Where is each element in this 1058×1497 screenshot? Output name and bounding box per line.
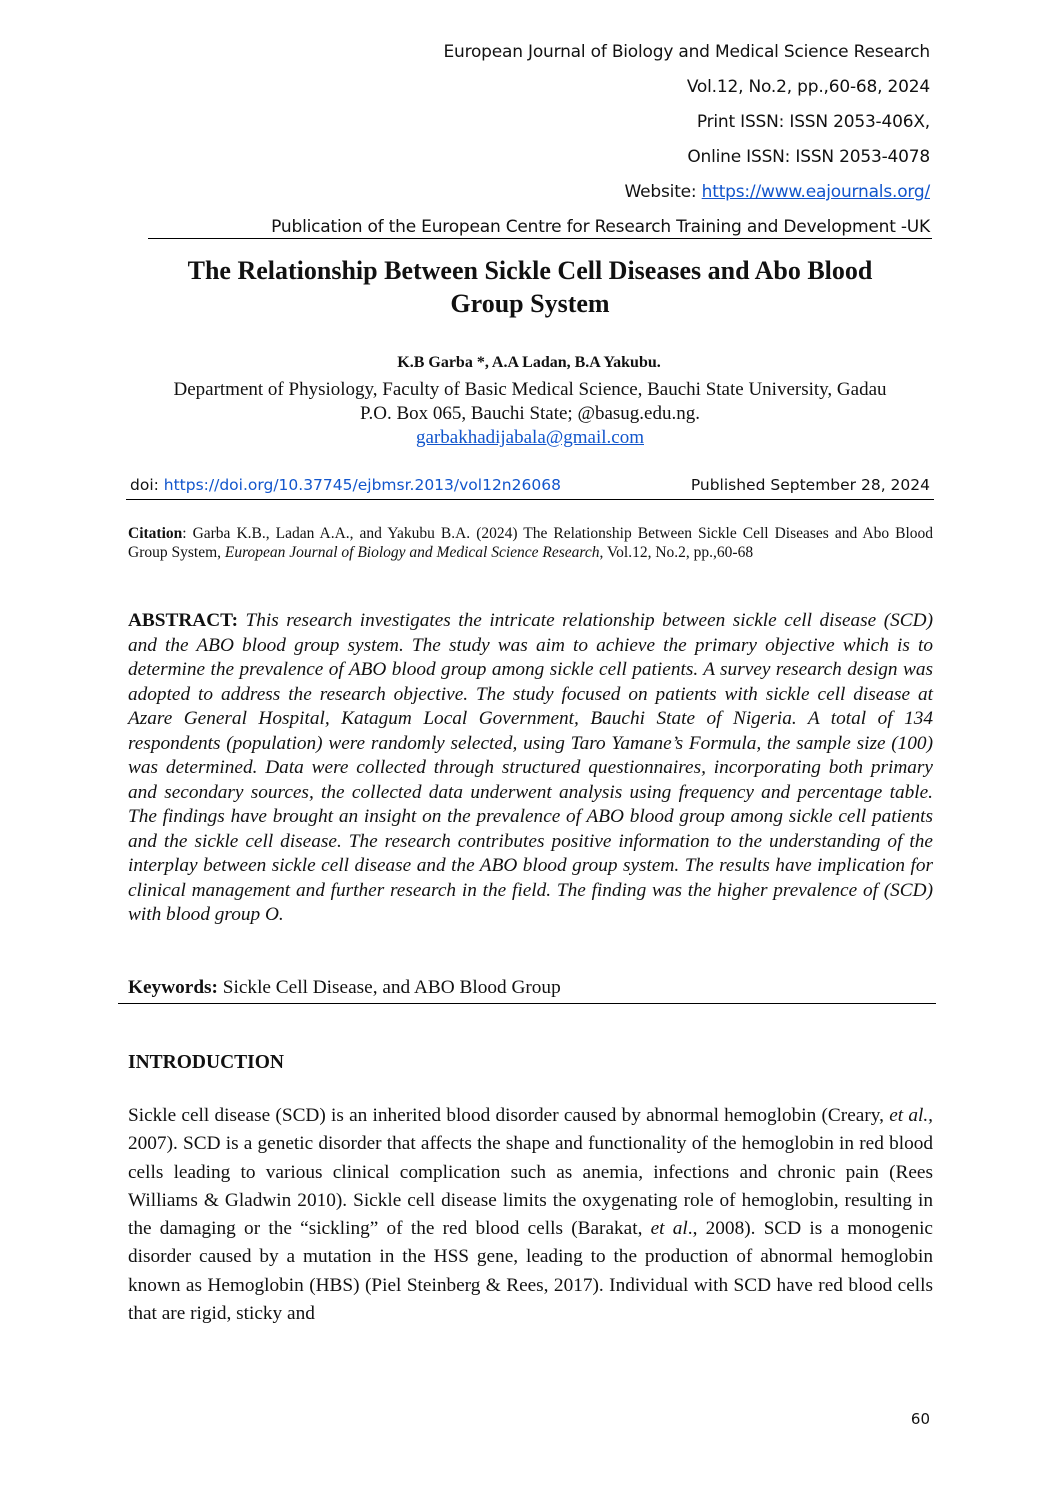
citation-text-a: : Garba K.B., Ladan A.A., and Yakubu B.A. (2024) The Relationship Between Sickle Cell Diseases and Abo Blood Group System,	[128, 525, 933, 561]
publisher-line: Publication of the European Centre for Research Training and Development -UK	[271, 217, 930, 237]
email-line	[100, 426, 960, 450]
journal-name: European Journal of Biology and Medical Science Research	[443, 42, 930, 62]
abstract-label: ABSTRACT:	[128, 610, 238, 631]
published-date: Published September 28, 2024	[690, 476, 930, 494]
introduction-paragraph	[128, 1102, 933, 1328]
citation	[128, 524, 933, 562]
email-link[interactable]: garbakhadijabala@gmail.com	[416, 427, 644, 448]
volume-info: Vol.12, No.2, pp.,60-68, 2024	[686, 77, 930, 97]
introduction-heading: INTRODUCTION	[128, 1052, 285, 1073]
citation-text-b: , Vol.12, No.2, pp.,60-68	[599, 544, 754, 561]
doi-divider	[126, 499, 934, 500]
title-line-2: Group System	[450, 289, 610, 318]
title-line-1: The Relationship Between Sickle Cell Diseases and Abo Blood	[187, 256, 873, 285]
intro-etal-1: et al.,	[889, 1105, 933, 1126]
print-issn: Print ISSN: ISSN 2053-406X,	[696, 112, 930, 132]
paper-title	[100, 254, 960, 320]
abstract-text: This research investigates the intricate relationship between sickle cell disease (SCD) and the ABO blood group system. The study was aim to achieve the primary objective which is to determine the prevalence of ABO blood group among sickle cell patients. A survey research design was adopted to address the research objective. The study focused on patients with sickle cell disease at Azare General Hospital, Katagum Local Government, Bauchi State of Nigeria. A total of 134 respondents (population) were randomly selected, using Taro Yamane’s Formula, the sample size (100) was determined. Data were collected through structured questionnaires, incorporating both primary and secondary sources, the collected data underwent analysis using frequency and percentage table. The findings have brought an insight on the prevalence of ABO blood group among sickle cell patients and the sickle cell disease. The research contributes positive information to the understanding of the interplay between sickle cell disease and the ABO blood group system. The results have implication for clinical management and further research in the field. The finding was the higher prevalence of (SCD) with blood group O.	[128, 610, 933, 925]
intro-etal-2: et al	[650, 1218, 688, 1240]
citation-label: Citation	[128, 525, 183, 542]
online-issn: Online ISSN: ISSN 2053-4078	[687, 147, 930, 167]
doi-label: doi:	[130, 476, 164, 494]
abstract	[128, 609, 933, 928]
keywords-divider	[118, 1003, 936, 1004]
website-link[interactable]: https://www.eajournals.org/	[701, 182, 930, 202]
website-label: Website:	[624, 182, 702, 202]
intro-text-2: 2007). SCD is a genetic disorder that affects the shape and functionality of the hemoglobin in red blood cells leading to various clinical complication such as anemia, infections and chronic pain (Rees Williams & Gladwin 2010). Sickle cell disease limits the oxygenating role of hemoglobin, resulting in the damaging or the “sickling” of the red blood cells (Barakat,	[128, 1133, 933, 1240]
doi-link[interactable]: https://doi.org/10.37745/ejbmsr.2013/vol12n26068	[163, 476, 561, 494]
keywords-text: Sickle Cell Disease, and ABO Blood Group	[217, 977, 561, 998]
website-line	[625, 182, 930, 202]
keywords	[128, 977, 933, 999]
affiliation-line-2: P.O. Box 065, Bauchi State; @basug.edu.ng.	[360, 403, 700, 424]
doi-row	[130, 476, 930, 494]
citation-journal: European Journal of Biology and Medical Science Research	[224, 544, 600, 561]
authors: K.B Garba *, A.A Ladan, B.A Yakubu.	[397, 354, 661, 371]
intro-text-3: ., 2008). SCD is a monogenic disorder caused by a mutation in the HSS gene, leading to the production of abnormal hemoglobin known as Hemoglobin (HBS) (Piel Steinberg & Rees, 2017). Individual with SCD have red blood cells that are rigid, sticky and	[128, 1218, 933, 1325]
affiliation-line-1: Department of Physiology, Faculty of Basic Medical Science, Bauchi State University, Gadau	[173, 379, 887, 400]
header-divider	[148, 238, 932, 239]
keywords-label: Keywords:	[128, 977, 218, 998]
page-number: 60	[910, 1410, 930, 1428]
intro-text-1: Sickle cell disease (SCD) is an inherited blood disorder caused by abnormal hemoglobin (Creary,	[128, 1105, 890, 1126]
